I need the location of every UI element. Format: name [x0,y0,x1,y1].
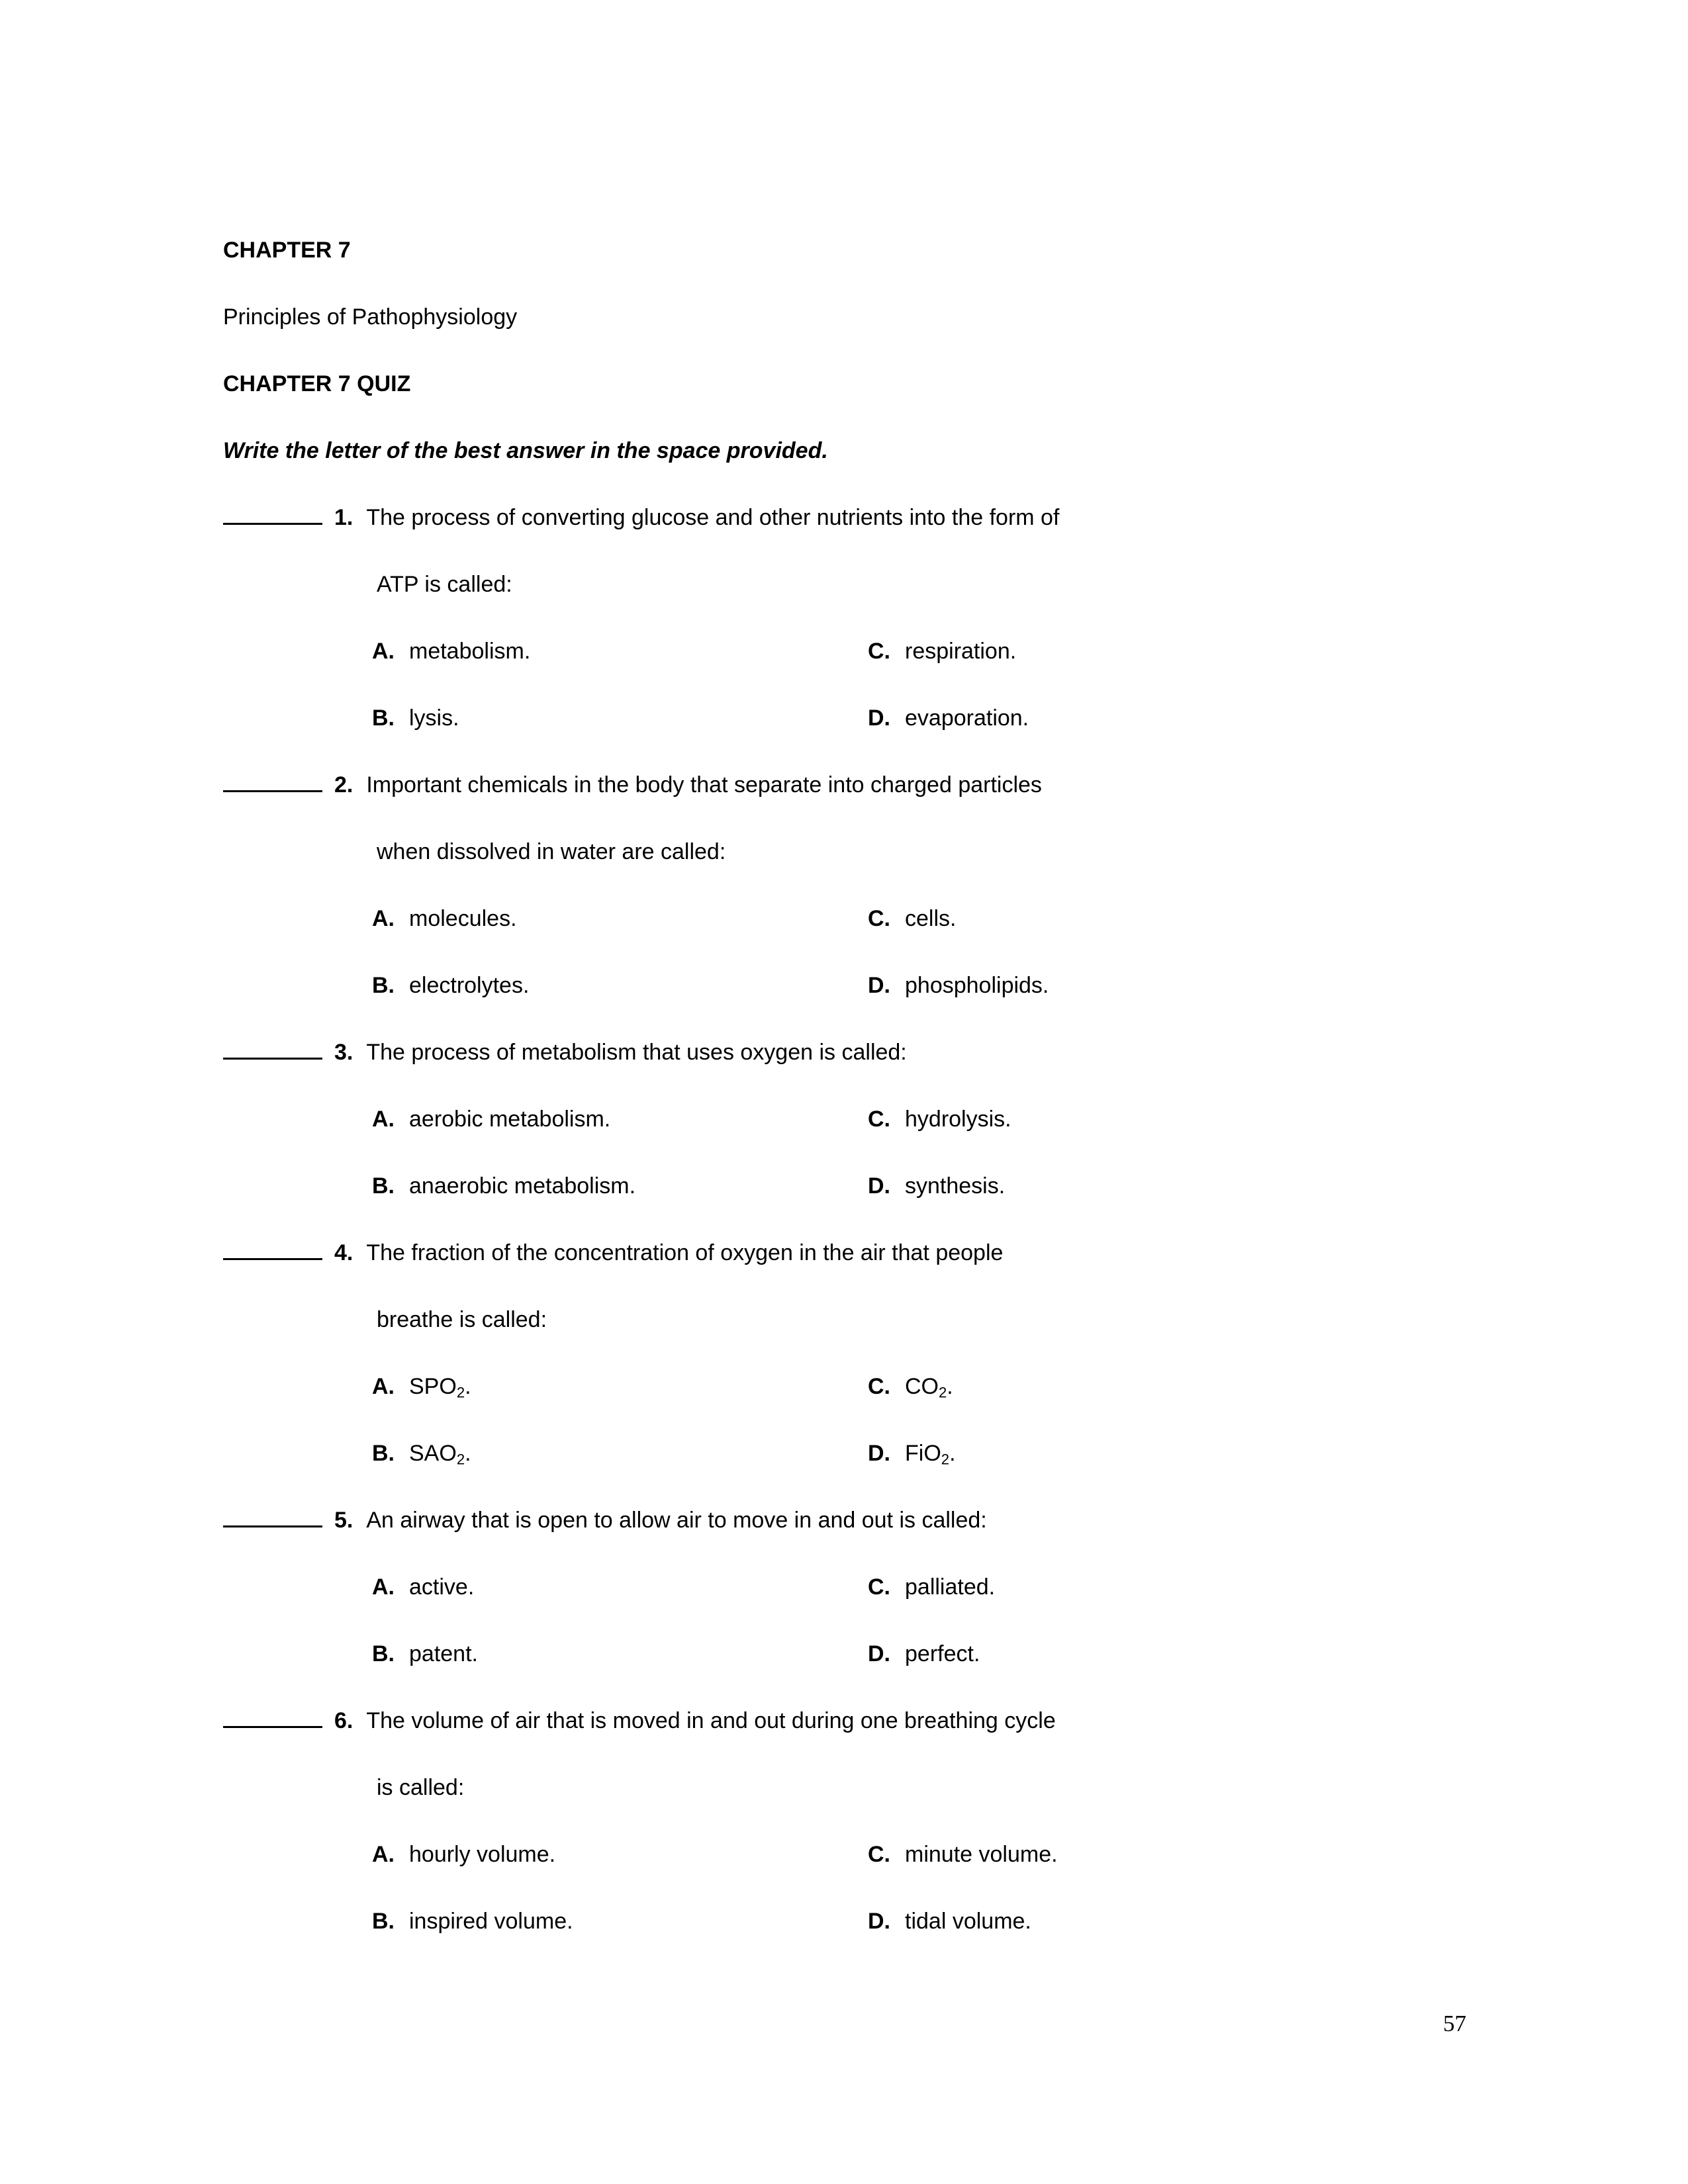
answer-blank[interactable] [223,523,322,525]
question-number: 4. [334,1240,353,1265]
option-choice [372,618,868,685]
question-text: The volume of air that is moved in and out during one breathing cycle [366,1708,1056,1733]
option-text: aerobic metabolism. [409,1107,611,1132]
question-number: 2. [334,772,353,797]
option-text: molecules. [409,906,517,931]
option-letter: D. [868,1441,890,1466]
options-grid [372,1086,1547,1220]
question-text: breathe is called: [377,1307,547,1332]
question-block [223,752,1547,1019]
option-text: metabolism. [409,639,531,664]
option-choice [868,1153,1547,1220]
option-text: $SPO_2$. [409,1374,471,1401]
option-text: inspired volume. [409,1909,573,1934]
option-choice [372,1353,868,1420]
option-letter: C. [868,639,890,664]
option-choice [868,886,1547,952]
quiz-instruction: Write the letter of the best answer in the space provided. [223,438,828,463]
question-line [223,484,1547,551]
question-block [223,1487,1547,1688]
options-grid [372,886,1547,1019]
option-text: palliated. [905,1574,996,1600]
chapter-heading: CHAPTER 7 [223,238,351,263]
option-letter: B. [372,973,395,998]
option-letter: A. [372,1374,395,1399]
question-line [223,1487,1547,1554]
question-number: 6. [334,1708,353,1733]
option-letter: B. [372,1909,395,1934]
answer-blank[interactable] [223,1525,322,1527]
question-block [223,1019,1547,1220]
option-letter: A. [372,1574,395,1600]
question-text: The process of converting glucose and other nutrients into the form of [366,505,1060,530]
option-letter: B. [372,1641,395,1666]
options-grid [372,1353,1547,1487]
chapter-subtitle: Principles of Pathophysiology [223,304,518,330]
answer-blank[interactable] [223,790,322,792]
option-choice [868,1621,1547,1688]
option-choice [372,886,868,952]
option-text: evaporation. [905,705,1029,731]
option-letter: C. [868,1107,890,1132]
question-continuation-line [377,819,1547,886]
option-letter: B. [372,1173,395,1199]
question-text: is called: [377,1775,465,1800]
option-text: active. [409,1574,475,1600]
question-line [223,1019,1547,1086]
options-grid [372,1554,1547,1688]
option-letter: B. [372,1441,395,1466]
subscript-text: 2 [941,1451,950,1468]
option-choice [372,1554,868,1621]
option-text: FiO$_2$. [905,1441,956,1468]
question-continuation-line [377,1287,1547,1353]
option-letter: A. [372,1842,395,1867]
question-line [223,1688,1547,1754]
option-choice [868,1420,1547,1487]
option-choice [372,1153,868,1220]
subscript-text: 2 [456,1384,465,1401]
question-text: The process of metabolism that uses oxygen is called: [366,1040,907,1065]
question-number: 1. [334,505,353,530]
option-letter: A. [372,1107,395,1132]
question-text: ATP is called: [377,572,512,597]
option-letter: D. [868,705,890,731]
option-text: hydrolysis. [905,1107,1011,1132]
option-choice [868,618,1547,685]
option-text: electrolytes. [409,973,530,998]
question-text: Important chemicals in the body that separate into charged particles [366,772,1042,797]
option-choice [868,1554,1547,1621]
option-choice [372,1420,868,1487]
option-choice [372,1888,868,1955]
question-block [223,1688,1547,1955]
options-grid [372,618,1547,752]
option-text: hourly volume. [409,1842,556,1867]
option-text: perfect. [905,1641,980,1666]
option-choice [372,952,868,1019]
option-choice [372,1621,868,1688]
option-text: $CO_2$. [905,1374,953,1401]
option-text: cells. [905,906,957,931]
option-letter: A. [372,639,395,664]
question-line [223,752,1547,819]
question-line [223,1220,1547,1287]
option-choice [868,1086,1547,1153]
quiz-heading: CHAPTER 7 QUIZ [223,371,411,396]
option-choice [372,1821,868,1888]
option-choice [868,1353,1547,1420]
questions-list [223,484,1547,1955]
option-choice [868,685,1547,752]
answer-blank[interactable] [223,1726,322,1728]
quiz-content [223,217,1547,1955]
option-text: patent. [409,1641,478,1666]
question-number: 3. [334,1040,353,1065]
option-letter: B. [372,705,395,731]
option-letter: D. [868,1173,890,1199]
option-letter: A. [372,906,395,931]
option-choice [868,1821,1547,1888]
page-number: 57 [1443,2011,1466,2036]
option-letter: C. [868,1374,890,1399]
question-text: An airway that is open to allow air to move in and out is called: [366,1508,987,1533]
option-letter: D. [868,1641,890,1666]
option-text: tidal volume. [905,1909,1031,1934]
option-text: respiration. [905,639,1017,664]
question-block [223,1220,1547,1487]
subscript-text: 2 [939,1384,947,1401]
option-letter: C. [868,1574,890,1600]
option-choice [372,685,868,752]
option-choice [868,1888,1547,1955]
question-continuation-line [377,551,1547,618]
option-letter: D. [868,1909,890,1934]
question-block [223,484,1547,752]
subscript-text: 2 [456,1451,465,1468]
options-grid [372,1821,1547,1955]
option-text: $SAO_2$. [409,1441,471,1468]
option-text: anaerobic metabolism. [409,1173,636,1199]
option-text: synthesis. [905,1173,1006,1199]
option-letter: D. [868,973,890,998]
question-text: The fraction of the concentration of oxygen in the air that people [366,1240,1004,1265]
option-letter: C. [868,1842,890,1867]
option-letter: C. [868,906,890,931]
option-text: phospholipids. [905,973,1049,998]
option-text: minute volume. [905,1842,1058,1867]
answer-blank[interactable] [223,1058,322,1060]
question-continuation-line [377,1754,1547,1821]
option-choice [868,952,1547,1019]
answer-blank[interactable] [223,1258,322,1260]
question-text: when dissolved in water are called: [377,839,726,864]
question-number: 5. [334,1508,353,1533]
option-choice [372,1086,868,1153]
option-text: lysis. [409,705,459,731]
